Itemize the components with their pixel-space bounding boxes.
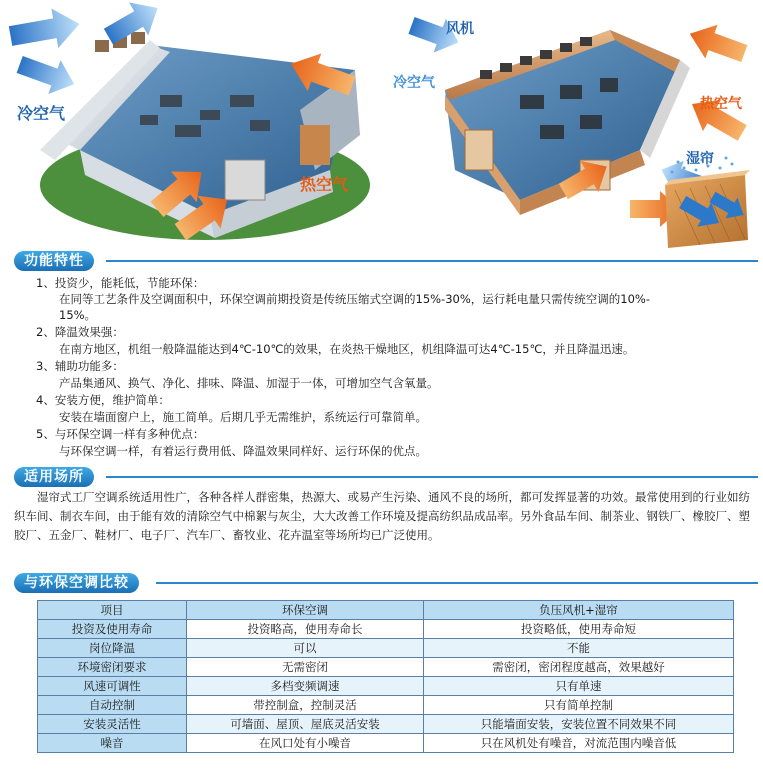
right-hot-air-label: 热空气 <box>700 96 742 112</box>
cell-eco-ac: 投资略高，使用寿命长 <box>187 620 424 639</box>
table-row <box>38 677 734 696</box>
row-label: 环境密闭要求 <box>38 658 187 677</box>
table-row <box>38 734 734 753</box>
feature-5-heading: 5、与环保空调一样有多种优点： <box>36 427 205 441</box>
features-section-header <box>14 250 758 272</box>
table-row <box>38 658 734 677</box>
cell-fan-curtain: 不能 <box>424 639 734 658</box>
feature-1-line-1: 在同等工艺条件及空调面积中，环保空调前期投资是传统压缩式空调的15%-30%，运行耗电量只需传统空调的10%- <box>59 292 650 306</box>
row-label: 岗位降温 <box>38 639 187 658</box>
right-wet-curtain-label: 湿帘 <box>686 151 714 167</box>
feature-2-line-1: 在南方地区，机组一般降温能达到4℃-10℃的效果，在炎热干燥地区，机组降温可达4℃-15℃，并且降温迅速。 <box>59 342 635 356</box>
table-row <box>38 639 734 658</box>
cell-fan-curtain: 只在风机处有噪音，对流范围内噪音低 <box>424 734 734 753</box>
applications-text: 湿帘式工厂空调系统适用性广，各种各样人群密集，热源大、或易产生污染、通风不良的场所，都可发挥显著的功效。最常使用到的行业如纺织车间、制衣车间，由于能有效的清除空气中棉絮与灰尘，大大改善工作环境及提高纺织品成品率。另外食品车间、制茶业、钢铁厂、橡胶厂、塑胶厂、五金厂、鞋材厂、电子厂、汽车厂、畜牧业、花卉温室等场所均已广泛使用。 <box>14 490 750 542</box>
feature-2-heading: 2、降温效果强： <box>36 325 124 339</box>
right-fan-label: 风机 <box>446 21 474 37</box>
table-row <box>38 696 734 715</box>
cell-eco-ac: 无需密闭 <box>187 658 424 677</box>
applications-section-header <box>14 466 758 488</box>
cell-fan-curtain: 只能墙面安装，安装位置不同效果不同 <box>424 715 734 734</box>
cell-fan-curtain: 投资略低，使用寿命短 <box>424 620 734 639</box>
row-label: 噪音 <box>38 734 187 753</box>
feature-4-heading: 4、安装方便，维护简单： <box>36 393 170 407</box>
feature-5-line-1: 与环保空调一样，有着运行费用低、降温效果同样好、运行环保的优点。 <box>59 444 427 458</box>
right-cold-air-label: 冷空气 <box>393 75 435 91</box>
comparison-title: 与环保空调比较 <box>14 573 139 593</box>
applications-title: 适用场所 <box>14 467 94 487</box>
row-label: 风速可调性 <box>38 677 187 696</box>
comparison-table <box>37 600 734 753</box>
illustrations <box>0 0 763 250</box>
section-divider <box>106 260 758 262</box>
comparison-section-header <box>14 572 758 594</box>
left-cold-air-label: 冷空气 <box>17 104 66 123</box>
table-row <box>38 620 734 639</box>
feature-3-heading: 3、辅助功能多： <box>36 359 124 373</box>
feature-1-heading: 1、投资少，能耗低，节能环保： <box>36 276 205 290</box>
cell-eco-ac: 可以 <box>187 639 424 658</box>
table-header-row <box>38 601 734 620</box>
header-eco-ac: 环保空调 <box>187 601 424 620</box>
row-label: 自动控制 <box>38 696 187 715</box>
feature-4-line-1: 安装在墙面窗户上，施工简单。后期几乎无需维护，系统运行可靠简单。 <box>59 410 427 424</box>
table-row <box>38 715 734 734</box>
cell-eco-ac: 可墙面、屋顶、屋底灵活安装 <box>187 715 424 734</box>
cell-eco-ac: 带控制盒，控制灵活 <box>187 696 424 715</box>
cell-fan-curtain: 只有简单控制 <box>424 696 734 715</box>
features-title: 功能特性 <box>14 251 94 271</box>
left-hot-air-label: 热空气 <box>300 175 349 194</box>
header-item: 项目 <box>38 601 187 620</box>
cell-fan-curtain: 只有单速 <box>424 677 734 696</box>
feature-1-line-2: 15%。 <box>59 308 97 322</box>
cell-fan-curtain: 需密闭，密闭程度越高，效果越好 <box>424 658 734 677</box>
feature-3-line-1: 产品集通风、换气、净化、排味、降温、加湿于一体，可增加空气含氧量。 <box>59 376 439 390</box>
header-fan-curtain: 负压风机+湿帘 <box>424 601 734 620</box>
row-label: 安装灵活性 <box>38 715 187 734</box>
section-divider <box>156 582 758 584</box>
row-label: 投资及使用寿命 <box>38 620 187 639</box>
factory-illustrations <box>0 0 763 250</box>
cell-eco-ac: 多档变频调速 <box>187 677 424 696</box>
cell-eco-ac: 在风口处有小噪音 <box>187 734 424 753</box>
section-divider <box>106 476 758 478</box>
